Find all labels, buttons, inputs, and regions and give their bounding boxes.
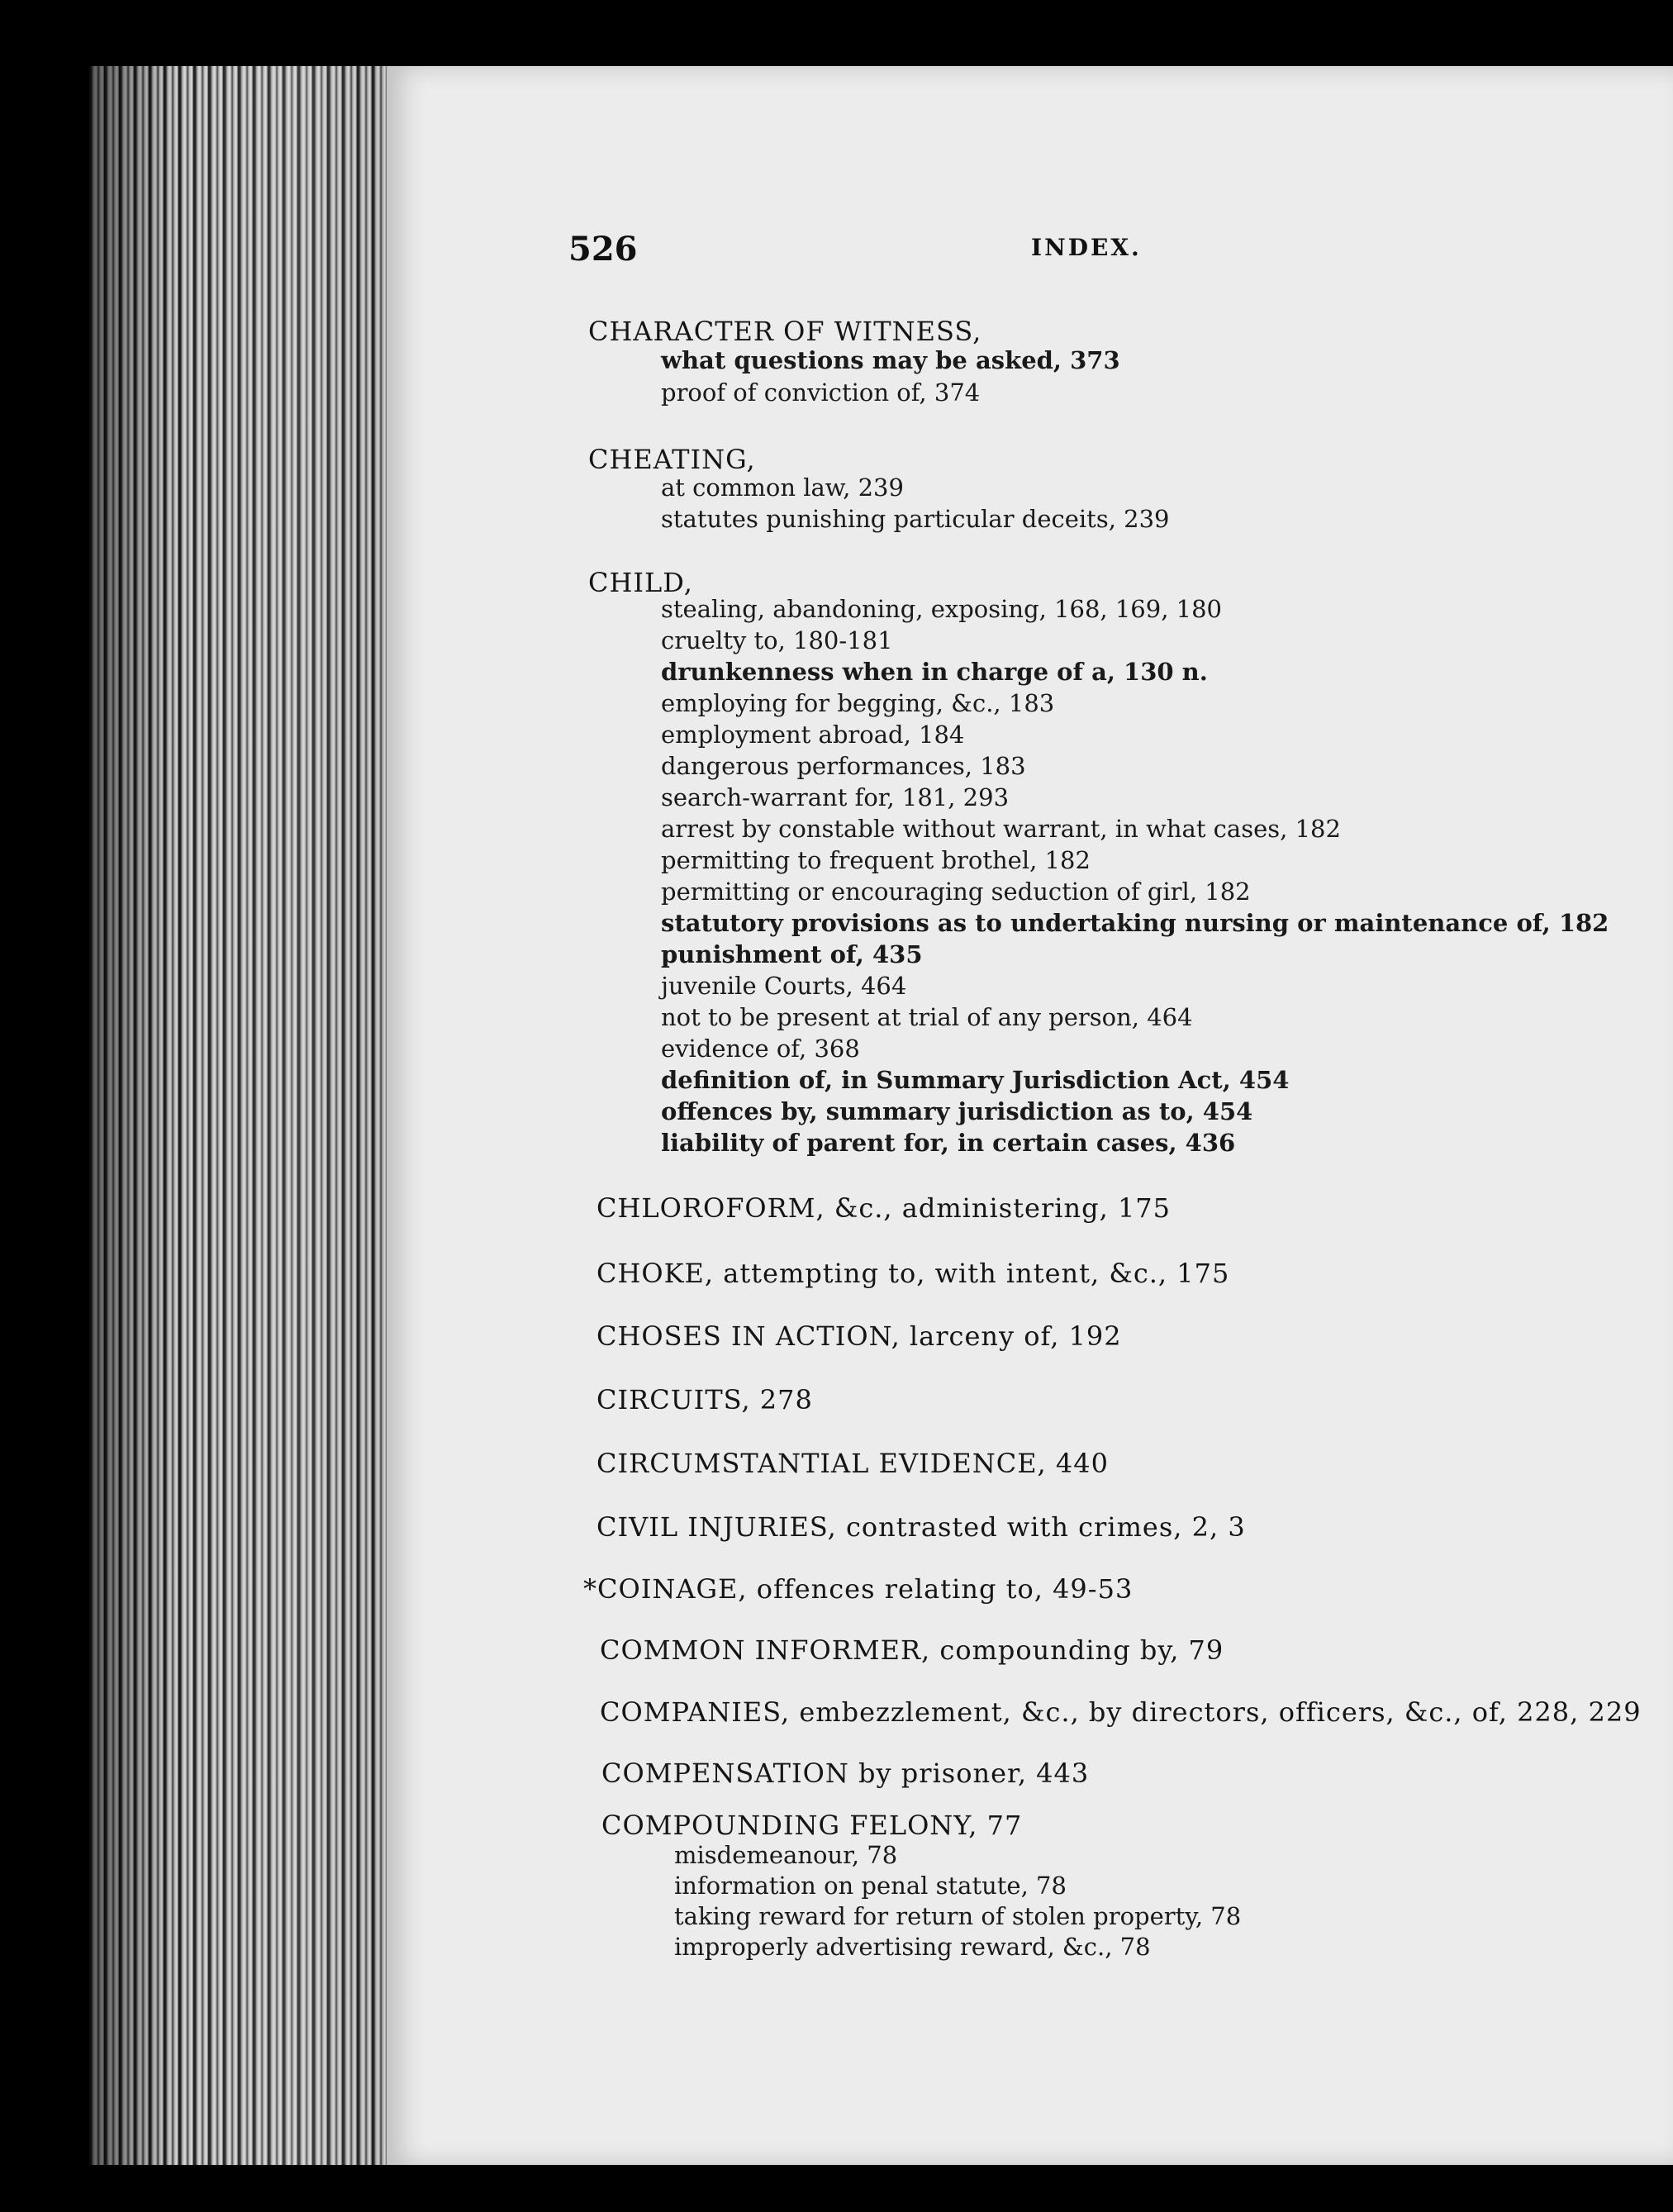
index-heading: CIRCUITS, 278: [596, 1384, 813, 1415]
index-subentry: what questions may be asked, 373: [661, 346, 1120, 374]
index-subentry: statutes punishing particular deceits, 239: [661, 505, 1170, 533]
running-head: INDEX.: [1031, 234, 1142, 261]
index-subentry: dangerous performances, 183: [661, 752, 1026, 780]
index-heading: COMMON INFORMER, compounding by, 79: [600, 1634, 1224, 1666]
index-subentry: punishment of, 435: [661, 940, 923, 968]
index-subentry: statutory provisions as to undertaking nursing or maintenance of, 182: [661, 909, 1609, 937]
page-number: 526: [568, 230, 638, 269]
index-heading: CHOSES IN ACTION, larceny of, 192: [596, 1320, 1122, 1352]
index-subentry: cruelty to, 180-181: [661, 626, 893, 654]
index-subentry: employing for begging, &c., 183: [661, 689, 1055, 717]
index-subentry: proof of conviction of, 374: [661, 378, 981, 407]
index-heading: CHILD,: [588, 567, 693, 598]
index-subentry: offences by, summary jurisdiction as to, 454: [661, 1097, 1253, 1125]
index-heading: CHEATING,: [588, 444, 756, 475]
index-subentry: permitting to frequent brothel, 182: [661, 846, 1091, 874]
index-heading: COMPANIES, embezzlement, &c., by directors, officers, &c., of, 228, 229: [600, 1696, 1642, 1728]
index-subentry: liability of parent for, in certain cases, 436: [661, 1129, 1236, 1157]
index-subentry: at common law, 239: [661, 473, 904, 502]
page-edges: [89, 66, 387, 2165]
index-subentry: improperly advertising reward, &c., 78: [674, 1933, 1151, 1961]
index-heading: CIVIL INJURIES, contrasted with crimes, 2, 3: [596, 1511, 1246, 1543]
index-subentry: search-warrant for, 181, 293: [661, 783, 1010, 811]
index-heading: CHOKE, attempting to, with intent, &c., 175: [596, 1258, 1230, 1289]
index-subentry: evidence of, 368: [661, 1035, 860, 1063]
index-subentry: not to be present at trial of any person, 464: [661, 1003, 1193, 1031]
index-heading: CHLOROFORM, &c., administering, 175: [596, 1192, 1172, 1224]
index-subentry: arrest by constable without warrant, in what cases, 182: [661, 815, 1341, 843]
index-subentry: taking reward for return of stolen property, 78: [674, 1902, 1242, 1930]
index-subentry: juvenile Courts, 464: [661, 972, 907, 1000]
index-heading: CHARACTER OF WITNESS,: [588, 316, 982, 347]
index-subentry: drunkenness when in charge of a, 130 n.: [661, 658, 1208, 686]
index-subentry: permitting or encouraging seduction of girl, 182: [661, 878, 1251, 906]
index-heading: *COINAGE, offences relating to, 49-53: [583, 1573, 1134, 1605]
index-subentry: definition of, in Summary Jurisdiction Act, 454: [661, 1066, 1290, 1094]
index-heading: COMPOUNDING FELONY, 77: [601, 1810, 1023, 1841]
index-subentry: employment abroad, 184: [661, 721, 965, 749]
index-subentry: misdemeanour, 78: [674, 1841, 898, 1869]
index-subentry: stealing, abandoning, exposing, 168, 169, 180: [661, 595, 1222, 623]
index-subentry: information on penal statute, 78: [674, 1872, 1067, 1900]
index-heading: COMPENSATION by prisoner, 443: [601, 1758, 1090, 1789]
index-heading: CIRCUMSTANTIAL EVIDENCE, 440: [596, 1448, 1109, 1479]
